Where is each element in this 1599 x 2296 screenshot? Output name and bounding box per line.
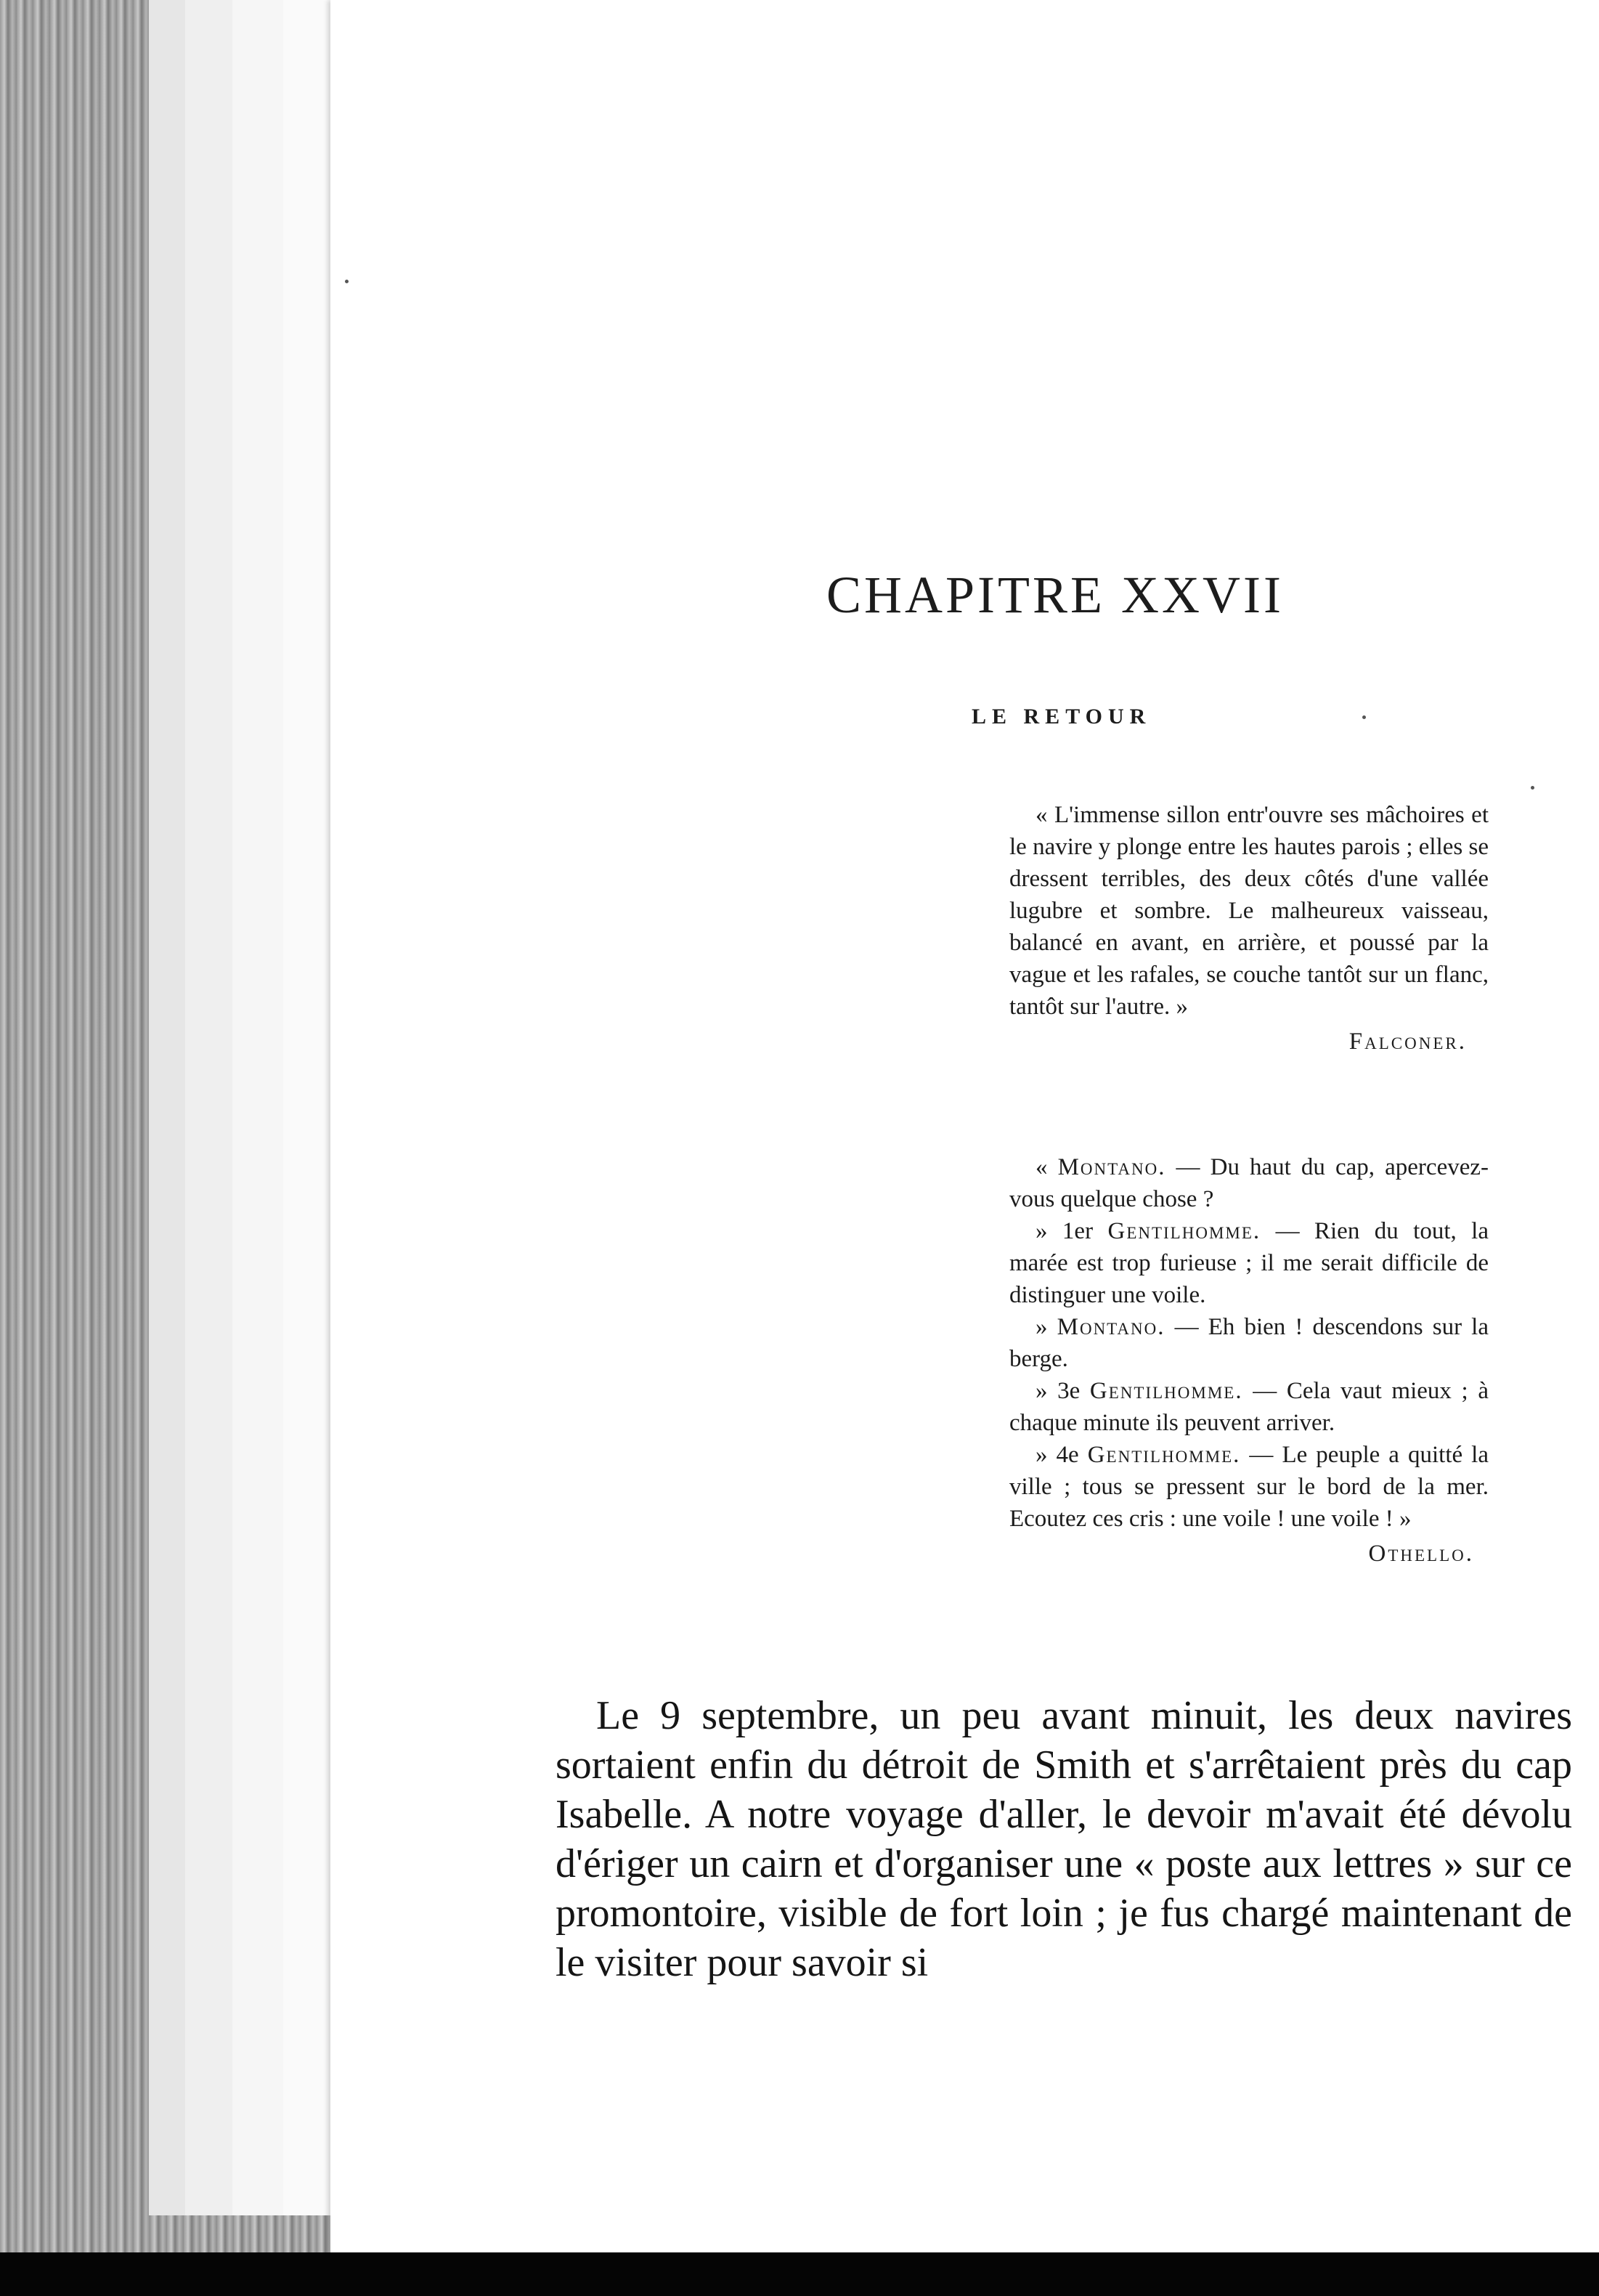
dialogue-line: [1009, 1215, 1489, 1311]
dialogue-prefix: » 1er: [1036, 1218, 1108, 1244]
dialogue-text: — Cela vaut mieux ; à chaque minute ils peuvent arriver.: [1009, 1378, 1489, 1436]
chapter-body: [556, 1691, 1572, 1987]
epigraph-falconer: [1009, 799, 1489, 1058]
dialogue-line: [1009, 1439, 1489, 1535]
scan-speck: [345, 280, 349, 283]
chapter-title: CHAPITRE XXVII: [826, 566, 1284, 624]
body-paragraph: Le 9 septembre, un peu avant minuit, les deux navires sortaient enfin du détroit de Smith et s'arrêtaient près du cap Isabelle. A notre voyage d'aller, le devoir m'avait été dévolu d'ériger un cairn et d'organiser une « poste aux lettres » sur ce promontoire, visible de fort loin ; je fus chargé maintenant de le visiter pour savoir si: [556, 1693, 1572, 1985]
dialogue-text: — Eh bien ! descendons sur la berge.: [1009, 1314, 1489, 1372]
dialogue-prefix: »: [1036, 1314, 1057, 1340]
dialogue-prefix: » 4e: [1036, 1442, 1088, 1468]
dialogue-line: [1009, 1375, 1489, 1439]
scan-bottom-border: [0, 2252, 1599, 2296]
dialogue-prefix: » 3e: [1036, 1378, 1090, 1404]
dialogue-text: — Du haut du cap, apercevez-vous quelque chose ?: [1009, 1154, 1489, 1212]
dialogue-line: [1009, 1151, 1489, 1215]
dialogue-speaker: Montano.: [1057, 1314, 1165, 1340]
dialogue-speaker: Gentilhomme.: [1107, 1218, 1261, 1244]
scan-speck: [1362, 715, 1366, 719]
dialogue-speaker: Gentilhomme.: [1087, 1442, 1241, 1468]
dialogue-text: — Le peuple a quitté la ville ; tous se pressent sur le bord de la mer. Ecoutez ces cris : une voile ! une voile ! »: [1009, 1442, 1489, 1532]
epigraph-text: « L'immense sillon entr'ouvre ses mâchoires et le navire y plonge entre les hautes parois ; elles se dressent terribles, des deux côtés d'une vallée lugubre et sombre. Le malheureux vaisseau, balancé en avant, en arrière, et poussé par la vague et les rafales, se couche tantôt sur un flanc, tantôt sur l'autre. »: [1009, 802, 1489, 1020]
dialogue-prefix: «: [1036, 1154, 1058, 1180]
dialogue-line: [1009, 1311, 1489, 1375]
chapter-subtitle: LE RETOUR: [972, 705, 1152, 729]
dialogue-speaker: Montano.: [1057, 1154, 1166, 1180]
epigraph-attribution: Falconer.: [1348, 1029, 1467, 1055]
dialogue-text: — Rien du tout, la marée est trop furieuse ; il me serait difficile de distinguer une voile.: [1009, 1218, 1489, 1308]
epigraph-attribution: Othello.: [1368, 1541, 1474, 1567]
epigraph-othello: [1009, 1151, 1489, 1570]
dialogue-speaker: Gentilhomme.: [1089, 1378, 1243, 1404]
scan-speck: [1531, 786, 1534, 790]
